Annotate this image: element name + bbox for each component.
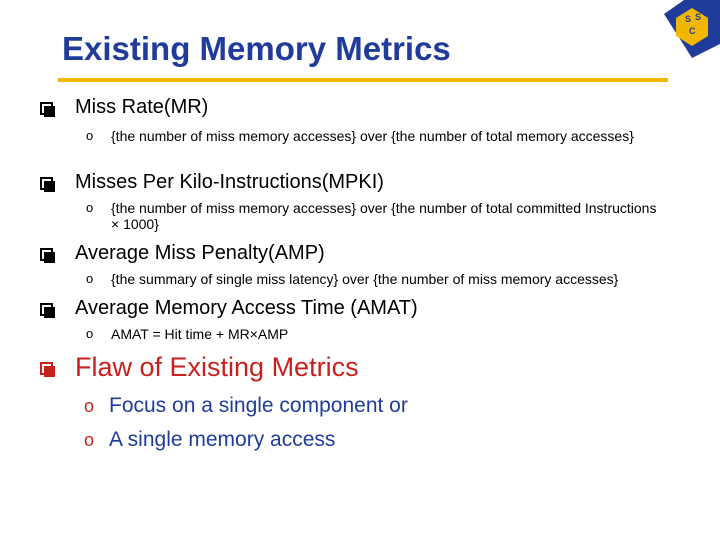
logo-letter-3: C: [689, 26, 696, 36]
sub-item-text: {the number of miss memory accesses} over {the number of total committed Instructions × 1000}: [111, 200, 657, 232]
sub-item-text: A single memory access: [109, 428, 336, 451]
sub-item-text: {the summary of single miss latency} over {the number of miss memory accesses}: [111, 271, 619, 287]
circle-bullet-icon: o: [86, 200, 94, 215]
checkbox-bullet-icon: [40, 303, 53, 316]
circle-bullet-icon: o: [86, 326, 94, 341]
section-label: Flaw of Existing Metrics: [75, 352, 359, 382]
title-underline: [58, 78, 668, 82]
sub-item: [84, 393, 408, 419]
section-label: Misses Per Kilo-Instructions(MPKI): [75, 171, 384, 193]
sub-item-text: {the number of miss memory accesses} over {the number of total memory accesses}: [111, 128, 634, 144]
sub-item: [86, 271, 618, 287]
section-flaw: [40, 352, 359, 383]
slide-title: Existing Memory Metrics: [62, 30, 451, 67]
section-label: Average Miss Penalty(AMP): [75, 242, 325, 264]
logo-icon: [664, 0, 720, 58]
checkbox-bullet-icon: [40, 177, 53, 190]
section-mpki: [40, 171, 384, 194]
sub-item: [86, 128, 651, 144]
logo-letter-2: S: [695, 12, 702, 22]
circle-bullet-icon: o: [86, 271, 94, 286]
checkbox-bullet-icon: [40, 102, 53, 115]
circle-bullet-icon: o: [86, 128, 94, 143]
checkbox-bullet-icon: [40, 248, 53, 261]
circle-bullet-icon: o: [84, 430, 95, 450]
sub-item-text: Focus on a single component or: [109, 394, 408, 417]
circle-bullet-icon: o: [84, 396, 95, 416]
logo-letter-1: S: [685, 14, 692, 24]
sub-item: [84, 427, 335, 453]
section-amat: [40, 297, 418, 320]
section-label: Average Memory Access Time (AMAT): [75, 297, 418, 319]
sub-item-text: AMAT = Hit time + MR×AMP: [111, 326, 289, 342]
sub-item: [86, 200, 661, 232]
checkbox-bullet-icon: [40, 362, 53, 375]
section-miss-rate: [40, 96, 208, 119]
section-amp: [40, 242, 325, 265]
section-label: Miss Rate(MR): [75, 96, 209, 118]
sub-item: [86, 326, 288, 342]
